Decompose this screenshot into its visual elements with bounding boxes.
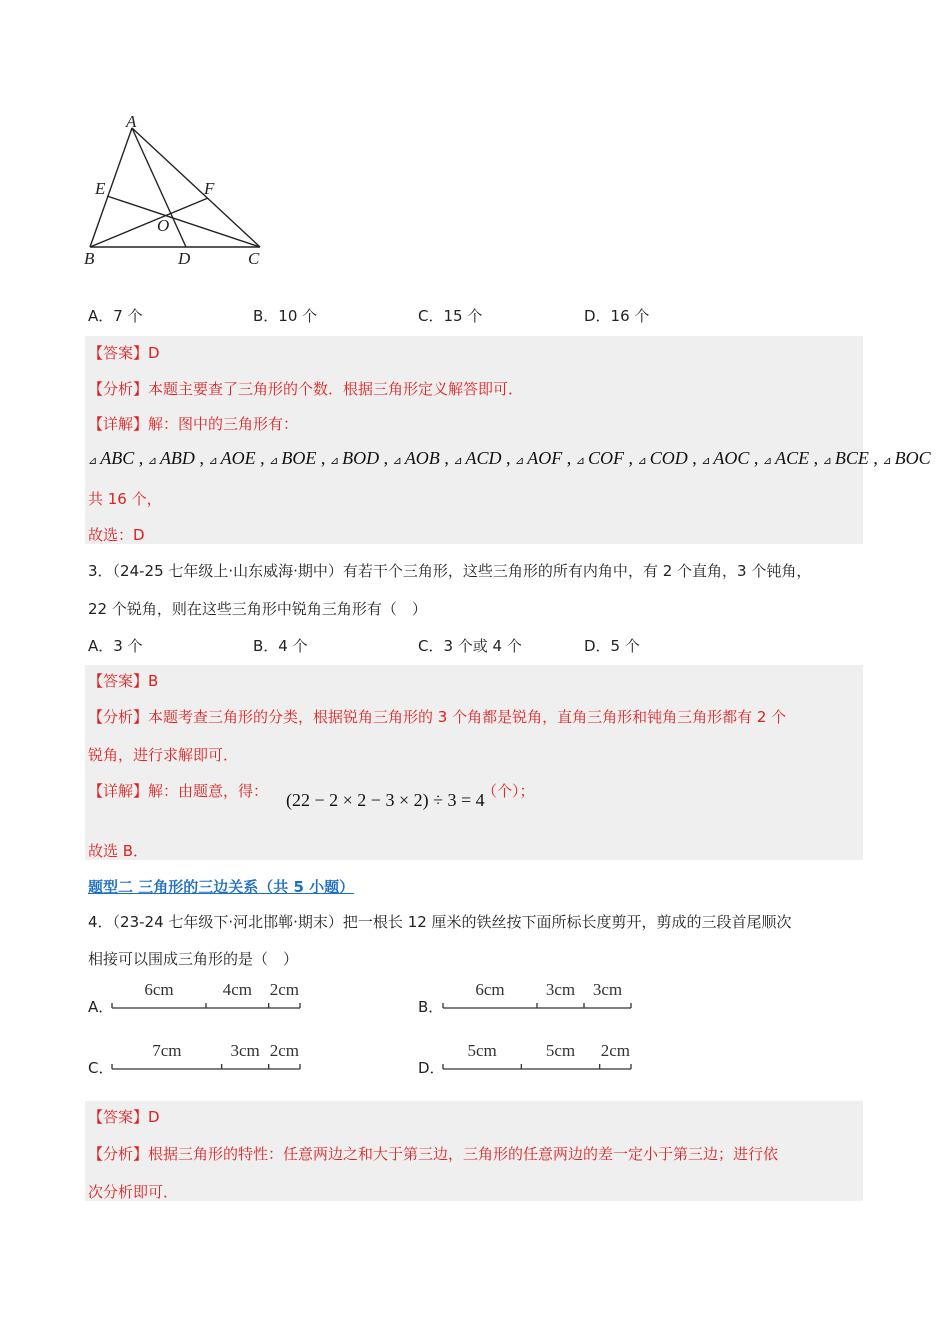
q3-formula: (22 − 2 × 2 − 3 × 2) ÷ 3 = 4 [286, 790, 485, 810]
triangle-item: ⊿ BOE [269, 448, 317, 468]
triangle-item: ⊿ COD [637, 448, 688, 468]
q3-analysis-line2: 锐角，进行求解即可． [88, 746, 239, 764]
q3-answer: 【答案】B [88, 672, 159, 690]
triangle-item: ⊿ ACE [762, 448, 810, 468]
q3-unit: （个）； [482, 782, 535, 800]
triangle-figure [80, 110, 280, 270]
q4-option-b-segments [441, 978, 641, 1012]
q3-stem-line1: 3．（24-25 七年级上·山东威海·期中）有若干个三角形，这些三角形的所有内角中，有 2 个直角，3 个钝角， [88, 562, 812, 580]
triangle-item: ⊿ AOC [701, 448, 750, 468]
section-heading: 题型二 三角形的三边关系（共 5 小题） [88, 878, 355, 896]
label-a: A [126, 112, 137, 131]
triangle-item: ⊿ AOE [208, 448, 256, 468]
q4-option-a-segments [110, 978, 310, 1012]
label-f: F [204, 179, 215, 198]
q3-stem-line2: 22 个锐角，则在这些三角形中锐角三角形有（ ） [88, 600, 427, 618]
q4-answer: 【答案】D [88, 1108, 160, 1126]
triangle-item: ⊿ ACD [453, 448, 502, 468]
label-o: O [157, 216, 170, 235]
q4-option-d-letter: D． [418, 1059, 445, 1077]
q4-stem-line2: 相接可以围成三角形的是（ ） [88, 950, 299, 968]
triangle-item: ⊿ BOD [329, 448, 380, 468]
segment-length-label: 3cm [545, 980, 576, 999]
triangle-item: ⊿ ABC [88, 448, 135, 468]
q3-option-d: D．5 个 [584, 637, 640, 655]
segment-length-label: 4cm [222, 980, 252, 999]
q2-analysis: 【分析】本题主要查了三角形的个数．根据三角形定义解答即可． [88, 380, 524, 398]
q3-analysis-line1: 【分析】本题考查三角形的分类，根据锐角三角形的 3 个角都是锐角，直角三角形和钝角三角形都有 2 个 [88, 708, 787, 726]
q4-analysis-line1: 【分析】根据三角形的特性：任意两边之和大于第三边，三角形的任意两边的差一定小于第三边；进行依 [88, 1145, 779, 1163]
q4-option-c-letter: C． [88, 1059, 114, 1077]
segment-length-label: 3cm [230, 1041, 260, 1060]
label-e: E [95, 179, 106, 198]
q2-option-d: D．16 个 [584, 307, 650, 325]
q2-total: 共 16 个， [88, 490, 162, 508]
q4-option-c-segments [110, 1039, 310, 1073]
q4-option-d-segments [441, 1039, 641, 1073]
segment-length-label: 2cm [269, 1041, 299, 1060]
segment-length-label: 6cm [144, 980, 174, 999]
q2-choose: 故选：D [88, 526, 145, 544]
segment-length-label: 5cm [545, 1041, 576, 1060]
q3-option-c: C．3 个或 4 个 [418, 637, 522, 655]
q2-solution-box [85, 336, 863, 544]
q2-option-c: C．15 个 [418, 307, 483, 325]
q3-option-b: B．4 个 [253, 637, 308, 655]
q2-answer: 【答案】D [88, 344, 160, 362]
q3-option-a: A．3 个 [88, 637, 143, 655]
triangle-item: ⊿ AOF [515, 448, 563, 468]
segment-length-label: 6cm [475, 980, 505, 999]
q2-option-a: A．7 个 [88, 307, 143, 325]
segment-length-label: 5cm [467, 1041, 497, 1060]
segment-length-label: 3cm [592, 980, 623, 999]
triangle-item: ⊿ BOC [882, 448, 931, 468]
label-b: B [84, 249, 95, 268]
q4-option-b-letter: B． [418, 998, 444, 1016]
q2-option-b: B．10 个 [253, 307, 318, 325]
q2-detail: 【详解】解：图中的三角形有： [88, 415, 299, 433]
segment-length-label: 2cm [600, 1041, 630, 1060]
segment-length-label: 7cm [152, 1041, 182, 1060]
label-d: D [178, 249, 191, 268]
label-c: C [248, 249, 260, 268]
triangle-item: ⊿ ABD [147, 448, 195, 468]
q2-triangle-list: ⊿ ABC , ⊿ ABD , ⊿ AOE , ⊿ BOE , ⊿ BOD , ⊿ AOB , ⊿ ACD , ⊿ AOF , ⊿ COF , ⊿ COD , ⊿ AOC , ⊿ ACE , ⊿ BCE , ⊿ BOC [88, 448, 931, 468]
triangle-item: ⊿ AOB [392, 448, 440, 468]
triangle-item: ⊿ COF [575, 448, 624, 468]
q4-stem-line1: 4．（23-24 七年级下·河北邯郸·期末）把一根长 12 厘米的铁丝按下面所标长度剪开，剪成的三段首尾顺次 [88, 913, 792, 931]
triangle-item: ⊿ BCE [822, 448, 869, 468]
q3-detail: 【详解】解：由题意，得： [88, 782, 269, 800]
q3-choose: 故选 B． [88, 842, 149, 860]
segment-length-label: 2cm [269, 980, 299, 999]
q4-analysis-line2: 次分析即可． [88, 1183, 179, 1201]
q4-option-a-letter: A． [88, 998, 114, 1016]
